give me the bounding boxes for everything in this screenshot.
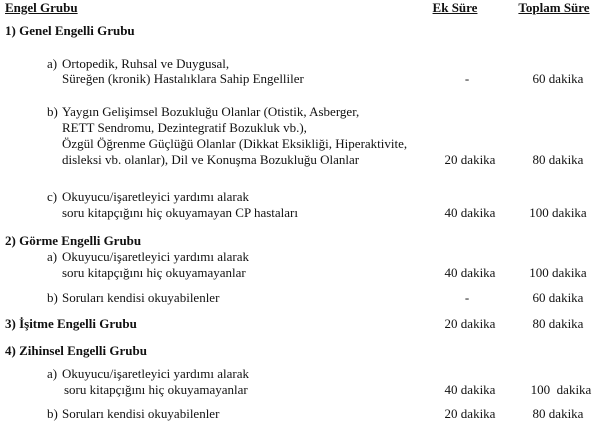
- item-line: Süreğen (kronik) Hastalıklara Sahip Engelliler: [62, 71, 304, 86]
- section-title: 3) İşitme Engelli Grubu: [5, 316, 137, 331]
- item-marker: b): [47, 290, 58, 305]
- total-time-value: 80 dakika: [532, 406, 584, 421]
- total-time-value: 60 dakika: [532, 290, 584, 305]
- item-line: Okuyucu/işaretleyici yardımı alarak: [62, 249, 249, 264]
- extra-time-value: 40 dakika: [444, 382, 496, 397]
- item-line: Özgül Öğrenme Güçlüğü Olanlar (Dikkat Eksikliği, Hiperaktivite,: [62, 136, 408, 151]
- item-line: Soruları kendisi okuyabilenler: [62, 406, 220, 421]
- item-line: Okuyucu/işaretleyici yardımı alarak: [62, 189, 249, 204]
- total-time-value: 100 dakika: [530, 382, 592, 397]
- section-title: 2) Görme Engelli Grubu: [5, 233, 142, 248]
- total-time-value: 100 dakika: [529, 205, 587, 220]
- total-time-value: 80 dakika: [532, 152, 584, 167]
- item-marker: c): [47, 189, 58, 204]
- item-line: soru kitapçığını hiç okuyamayan CP hastaları: [62, 205, 298, 220]
- item-line: soru kitapçığını hiç okuyamayanlar: [64, 382, 248, 397]
- extra-time-value: 40 dakika: [444, 205, 496, 220]
- item-line: Yaygın Gelişimsel Bozukluğu Olanlar (Otistik, Asberger,: [62, 104, 360, 119]
- item-marker: a): [47, 366, 58, 381]
- extra-time-value: -: [464, 290, 470, 305]
- extra-time-value: 20 dakika: [444, 406, 496, 421]
- column-header-group: Engel Grubu: [5, 0, 78, 15]
- item-line: disleksi vb. olanlar), Dil ve Konuşma Bozukluğu Olanlar: [62, 152, 360, 167]
- total-time-value: 80 dakika: [532, 316, 584, 331]
- column-header-total-time: Toplam Süre: [518, 0, 590, 15]
- item-line: Okuyucu/işaretleyici yardımı alarak: [62, 366, 249, 381]
- item-line: soru kitapçığını hiç okuyamayanlar: [62, 265, 246, 280]
- item-line: Soruları kendisi okuyabilenler: [62, 290, 220, 305]
- item-line: RETT Sendromu, Dezintegratif Bozukluk vb.),: [62, 120, 307, 135]
- item-line: Ortopedik, Ruhsal ve Duygusal,: [62, 56, 230, 71]
- item-marker: b): [47, 104, 58, 119]
- item-marker: a): [47, 56, 58, 71]
- extra-time-value: -: [464, 71, 470, 86]
- extra-time-value: 20 dakika: [444, 152, 496, 167]
- total-time-value: 60 dakika: [532, 71, 584, 86]
- total-time-value: 100 dakika: [529, 265, 587, 280]
- item-marker: a): [47, 249, 58, 264]
- section-title: 1) Genel Engelli Grubu: [5, 23, 135, 38]
- item-marker: b): [47, 406, 58, 421]
- extra-time-value: 20 dakika: [444, 316, 496, 331]
- section-title: 4) Zihinsel Engelli Grubu: [5, 343, 147, 358]
- extra-time-value: 40 dakika: [444, 265, 496, 280]
- column-header-extra-time: Ek Süre: [432, 0, 478, 15]
